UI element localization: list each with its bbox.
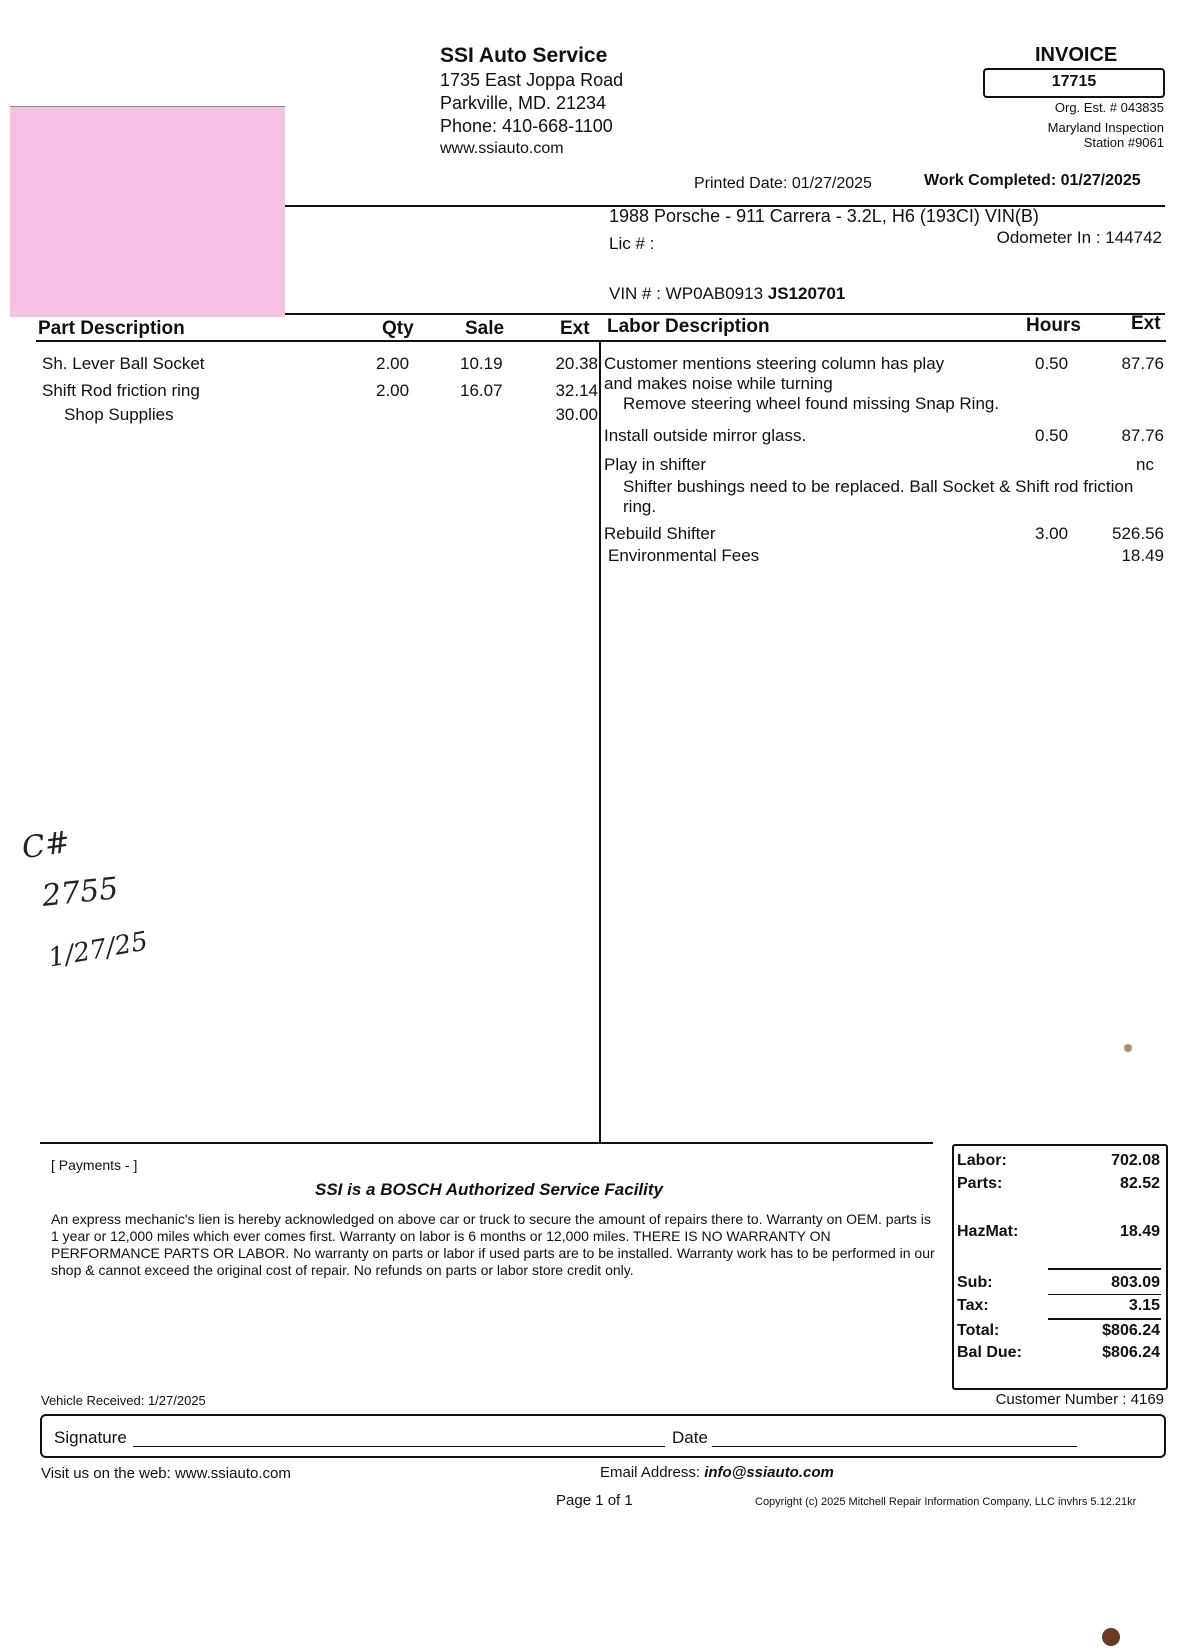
labor-row-1-line1: Customer mentions steering column has play <box>604 354 945 373</box>
shop-phone: Phone: 410-668-1100 <box>440 116 613 136</box>
labor-row-3-note2: ring. <box>623 497 657 516</box>
date-label: Date <box>672 1428 708 1447</box>
copyright: Copyright (c) 2025 Mitchell Repair Information Company, LLC invhrs 5.12.21kr <box>755 1496 1137 1508</box>
signature-box <box>40 1414 1166 1458</box>
labor-total-value: 702.08 <box>1111 1152 1160 1169</box>
page-number: Page 1 of 1 <box>556 1492 633 1509</box>
vin-suffix: JS120701 <box>767 284 846 303</box>
labor-row-3-ext: nc <box>1136 455 1154 474</box>
vin <box>609 284 845 304</box>
parts-total-label: Parts: <box>957 1175 1003 1192</box>
labor-row-5-line1: Environmental Fees <box>608 546 760 565</box>
labor-row-5-ext: 18.49 <box>1121 546 1164 565</box>
vin-label: VIN # : WP0AB0913 <box>609 284 764 303</box>
footer-top-rule <box>40 1142 933 1144</box>
part-row-2-ext: 32.14 <box>555 381 598 400</box>
labor-row-3-line1: Play in shifter <box>604 455 707 474</box>
inspection-line2: Station #9061 <box>1083 135 1164 150</box>
bosch-tagline: SSI is a BOSCH Authorized Service Facility <box>315 1180 663 1199</box>
part-row-2-sale: 16.07 <box>460 381 503 400</box>
inspection-line1: Maryland Inspection <box>1047 120 1164 135</box>
labor-row-3-note1: Shifter bushings need to be replaced. Ball Socket & Shift rod friction <box>623 477 1134 496</box>
customer-number: Customer Number : 4169 <box>995 1391 1164 1408</box>
date-line[interactable] <box>712 1446 1077 1447</box>
labor-row-1-hours: 0.50 <box>1035 354 1069 373</box>
balance-due-value: $806.24 <box>1102 1344 1160 1361</box>
tax-rule <box>1048 1294 1161 1295</box>
payments-label: [ Payments - ] <box>51 1157 138 1173</box>
total-rule <box>1048 1318 1161 1320</box>
part-row-3-ext: 30.00 <box>555 405 598 424</box>
license-number-label: Lic # : <box>609 234 655 253</box>
labor-row-1-ext: 87.76 <box>1121 354 1164 373</box>
labor-row-4-ext: 526.56 <box>1112 524 1164 543</box>
part-description-header: Part Description <box>38 318 185 339</box>
printed-date: Printed Date: 01/27/2025 <box>694 175 872 192</box>
part-row-2-description: Shift Rod friction ring <box>42 381 200 400</box>
total-label: Total: <box>957 1322 1000 1339</box>
shop-website: www.ssiauto.com <box>440 140 564 157</box>
table-header-rule <box>36 340 1166 342</box>
labor-description-header: Labor Description <box>607 316 770 337</box>
part-row-1-sale: 10.19 <box>460 354 503 373</box>
part-row-1-qty: 2.00 <box>376 354 410 373</box>
shop-address-line2: Parkville, MD. 21234 <box>440 93 607 113</box>
shop-address-line1: 1735 East Joppa Road <box>440 70 624 90</box>
labor-row-2-hours: 0.50 <box>1035 426 1069 445</box>
subtotal-label: Sub: <box>957 1274 993 1291</box>
work-completed-date: Work Completed: 01/27/2025 <box>924 172 1141 189</box>
handwritten-note-line2: 2755 <box>40 871 120 914</box>
part-row-1-ext: 20.38 <box>555 354 598 373</box>
invoice-title: INVOICE <box>1035 44 1118 66</box>
tax-label: Tax: <box>957 1297 989 1314</box>
subtotal-value: 803.09 <box>1111 1274 1160 1291</box>
total-value: $806.24 <box>1102 1322 1160 1339</box>
part-qty-header: Qty <box>382 318 414 339</box>
vehicle-description: 1988 Porsche - 911 Carrera - 3.2L, H6 (193CI) VIN(B) <box>609 206 1039 226</box>
terms-and-warranty: An express mechanic's lien is hereby acknowledged on above car or truck to secure the amount of repairs there to. Warranty on OEM. parts is 1 year or 12,000 miles which ever comes first. Warranty on labor is 6 months or 12,000 miles. THERE IS NO WARRANTY ON PERFORMANCE PARTS OR LABOR. No warranty on parts or labor if used parts are to be installed. Warranty work has to be performed in our shop & cannot exceed the original cost of repair. No refunds on parts or labor store credit only. <box>51 1211 935 1278</box>
visit-website: Visit us on the web: www.ssiauto.com <box>41 1465 291 1482</box>
email-value: info@ssiauto.com <box>704 1464 834 1481</box>
handwritten-note-line1: C# <box>19 824 73 867</box>
subtotal-rule <box>1048 1268 1161 1270</box>
vehicle-received: Vehicle Received: 1/27/2025 <box>41 1393 206 1408</box>
email-address <box>600 1464 834 1481</box>
column-divider <box>599 342 601 1142</box>
scan-speck <box>1102 1628 1120 1646</box>
org-estimate-number: Org. Est. # 043835 <box>1054 100 1164 115</box>
part-ext-header: Ext <box>560 318 590 339</box>
redacted-customer-info <box>10 107 285 317</box>
part-sale-header: Sale <box>465 318 505 339</box>
part-row-3-description: Shop Supplies <box>64 405 174 424</box>
labor-row-2-ext: 87.76 <box>1121 426 1164 445</box>
labor-row-1-line2: and makes noise while turning <box>604 374 833 393</box>
invoice-number: 17715 <box>983 68 1165 98</box>
parts-total-value: 82.52 <box>1119 1175 1160 1192</box>
labor-row-4-hours: 3.00 <box>1035 524 1069 543</box>
handwritten-note-line3: 1/27/25 <box>46 926 151 974</box>
hazmat-total-label: HazMat: <box>957 1223 1019 1240</box>
labor-row-1-note: Remove steering wheel found missing Snap Ring. <box>623 394 1000 413</box>
shop-name: SSI Auto Service <box>440 44 608 67</box>
scan-speck <box>1124 1044 1132 1052</box>
signature-label: Signature <box>54 1428 127 1447</box>
part-row-1-description: Sh. Lever Ball Socket <box>42 354 205 373</box>
hazmat-total-value: 18.49 <box>1119 1223 1160 1240</box>
tax-value: 3.15 <box>1128 1297 1160 1314</box>
labor-total-label: Labor: <box>957 1152 1007 1169</box>
labor-row-2-line1: Install outside mirror glass. <box>604 426 807 445</box>
labor-row-4-line1: Rebuild Shifter <box>604 524 716 543</box>
labor-hours-header: Hours <box>1026 315 1081 336</box>
email-label: Email Address: <box>600 1464 701 1481</box>
odometer-in: Odometer In : 144742 <box>996 228 1162 247</box>
signature-line[interactable] <box>133 1446 665 1447</box>
part-row-2-qty: 2.00 <box>376 381 410 400</box>
labor-ext-header: Ext <box>1131 313 1161 334</box>
balance-due-label: Bal Due: <box>957 1344 1022 1361</box>
